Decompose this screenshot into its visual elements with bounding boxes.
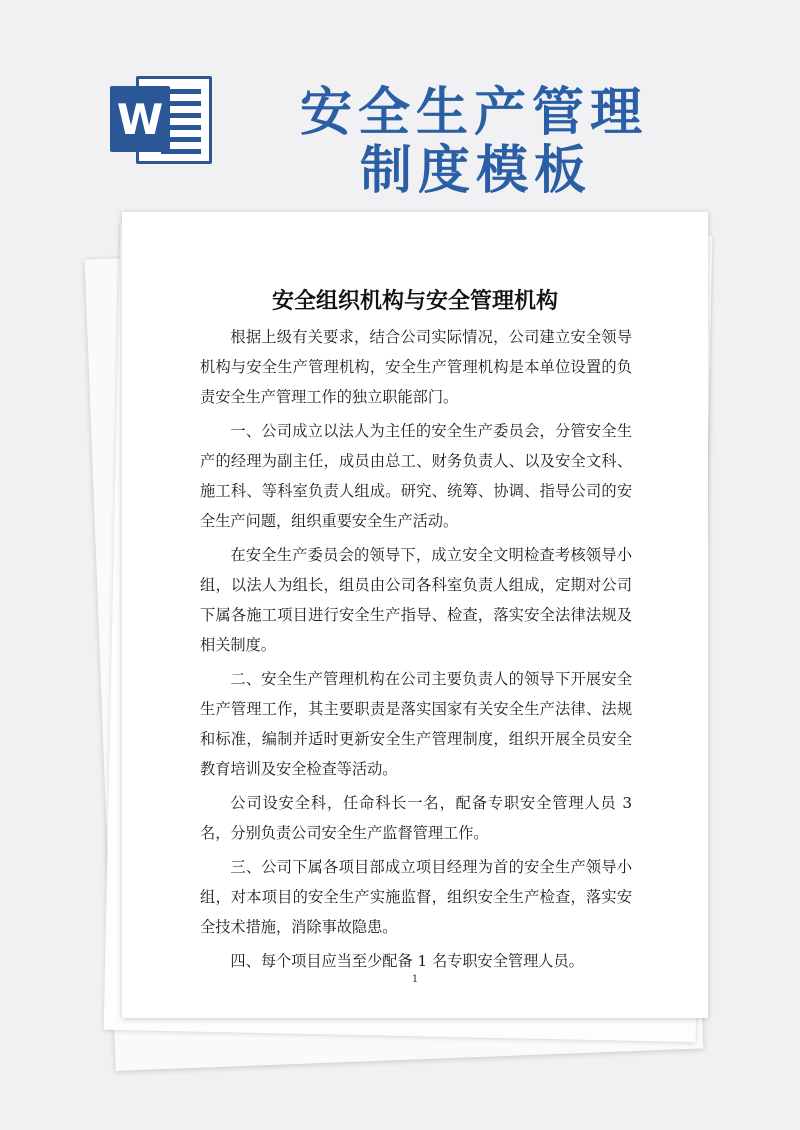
header	[0, 0, 800, 200]
document-body	[200, 322, 632, 980]
page-number: 1	[411, 974, 419, 985]
paragraph: 二、安全生产管理机构在公司主要负责人的领导下开展安全生产管理工作，其主要职责是落实国家有关安全生产法律、法规和标准，编制并适时更新安全生产管理制度，组织开展全员安全教育培训及安全检查等活动。	[200, 670, 632, 778]
banner-title-line2: 制度模板	[360, 141, 593, 201]
word-logo-letter: W	[110, 86, 170, 152]
document-title: 安全组织机构与安全管理机构	[271, 289, 558, 314]
word-document-icon	[110, 72, 214, 168]
banner-title-line1: 安全生产管理	[300, 83, 649, 143]
document-page	[122, 212, 708, 1018]
paragraph: 三、公司下属各项目部成立项目经理为首的安全生产领导小组，对本项目的安全生产实施监督，组织安全生产检查，落实安全技术措施，消除事故隐患。	[200, 858, 632, 936]
paragraph: 在安全生产委员会的领导下，成立安全文明检查考核领导小组，以法人为组长，组员由公司各科室负责人组成，定期对公司下属各施工项目进行安全生产指导、检查，落实安全法律法规及相关制度。	[200, 546, 632, 654]
paragraph: 根据上级有关要求，结合公司实际情况，公司建立安全领导机构与安全生产管理机构，安全生产管理机构是本单位设置的负责安全生产管理工作的独立职能部门。	[200, 328, 632, 406]
paragraph: 一、公司成立以法人为主任的安全生产委员会，分管安全生产的经理为副主任，成员由总工、财务负责人、以及安全文科、施工科、等科室负责人组成。研究、统筹、协调、指导公司的安全生产问题，组织重要安全生产活动。	[200, 422, 632, 530]
paragraph: 四、每个项目应当至少配备 1 名专职安全管理人员。	[230, 952, 584, 970]
paragraph: 公司设安全科，任命科长一名，配备专职安全管理人员 3 名，分别负责公司安全生产监督管理工作。	[200, 794, 632, 842]
